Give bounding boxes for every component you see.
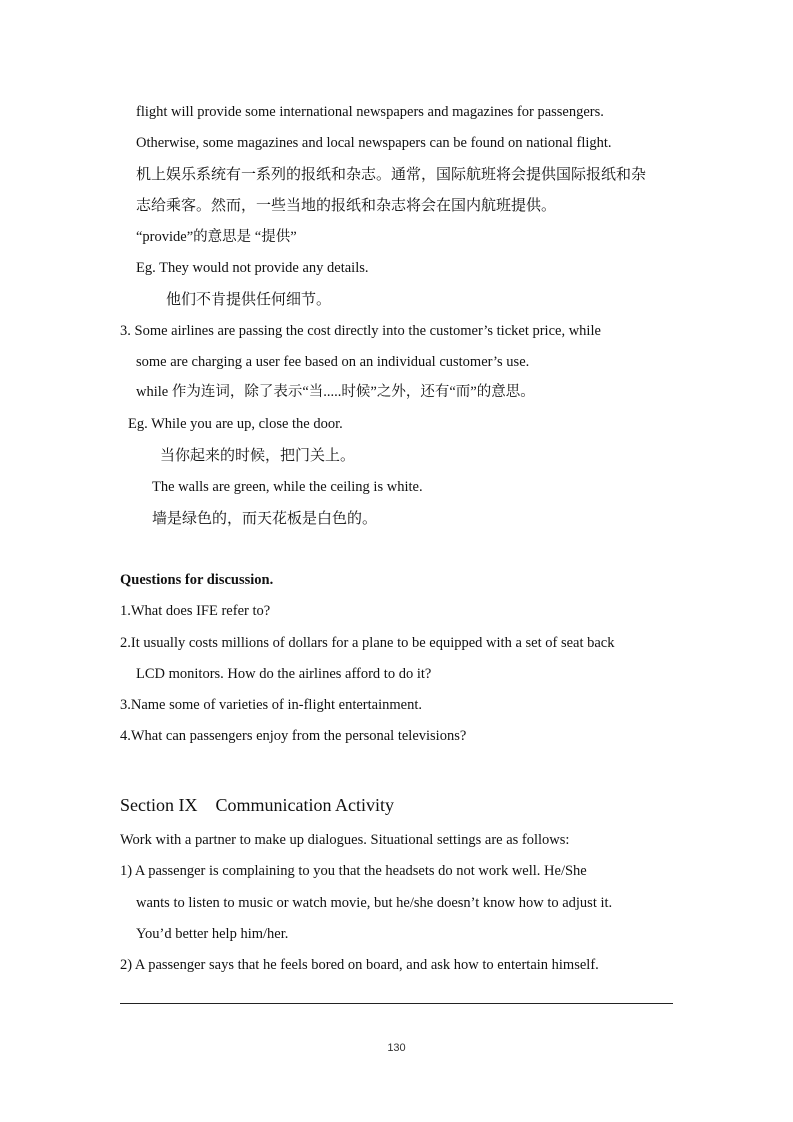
section-title: Communication Activity	[215, 795, 394, 815]
vocabulary-note: “provide”的意思是 “提供”	[136, 229, 297, 245]
vocabulary-note: while 作为连词，除了表示“当.....时候”之外，还有“而”的意思。	[136, 384, 535, 400]
example-sentence: Eg. While you are up, close the door.	[128, 416, 343, 432]
discussion-question: 1.What does IFE refer to?	[120, 603, 271, 619]
discussion-question-continued: LCD monitors. How do the airlines afford to do it?	[136, 666, 432, 682]
footer-rule	[120, 1003, 673, 1004]
body-line: Otherwise, some magazines and local newspapers can be found on national flight.	[136, 135, 612, 151]
numbered-point: 3. Some airlines are passing the cost directly into the customer’s ticket price, while	[120, 323, 601, 339]
page-number: 130	[387, 1042, 406, 1054]
example-sentence: The walls are green, while the ceiling is white.	[152, 479, 423, 495]
example-translation: 他们不肯提供任何细节。	[166, 290, 332, 308]
body-line: flight will provide some international newspapers and magazines for passengers.	[136, 104, 604, 120]
chinese-translation-line: 机上娱乐系统有一系列的报纸和杂志。通常，国际航班将会提供国际报纸和杂	[136, 165, 647, 183]
situation-item: 2) A passenger says that he feels bored on board, and ask how to entertain himself.	[120, 957, 599, 973]
discussion-title: Questions for discussion.	[120, 572, 274, 588]
example-sentence: Eg. They would not provide any details.	[136, 260, 369, 276]
body-line: some are charging a user fee based on an individual customer’s use.	[136, 354, 530, 370]
section-intro: Work with a partner to make up dialogues. Situational settings are as follows:	[120, 832, 570, 848]
situation-item-continued: wants to listen to music or watch movie, but he/she doesn’t know how to adjust it.	[136, 895, 613, 911]
example-translation: 墙是绿色的，而天花板是白色的。	[152, 509, 378, 527]
discussion-question: 3.Name some of varieties of in-flight entertainment.	[120, 697, 422, 713]
section-heading	[120, 794, 394, 816]
discussion-question: 2.It usually costs millions of dollars for a plane to be equipped with a set of seat back	[120, 635, 615, 651]
situation-item-continued: You’d better help him/her.	[136, 926, 289, 942]
example-translation: 当你起来的时候，把门关上。	[160, 446, 356, 464]
section-number: Section IX	[120, 795, 198, 815]
chinese-translation-line: 志给乘客。然而，一些当地的报纸和杂志将会在国内航班提供。	[136, 196, 557, 214]
discussion-question: 4.What can passengers enjoy from the personal televisions?	[120, 728, 467, 744]
situation-item: 1) A passenger is complaining to you that the headsets do not work well. He/She	[120, 863, 587, 879]
